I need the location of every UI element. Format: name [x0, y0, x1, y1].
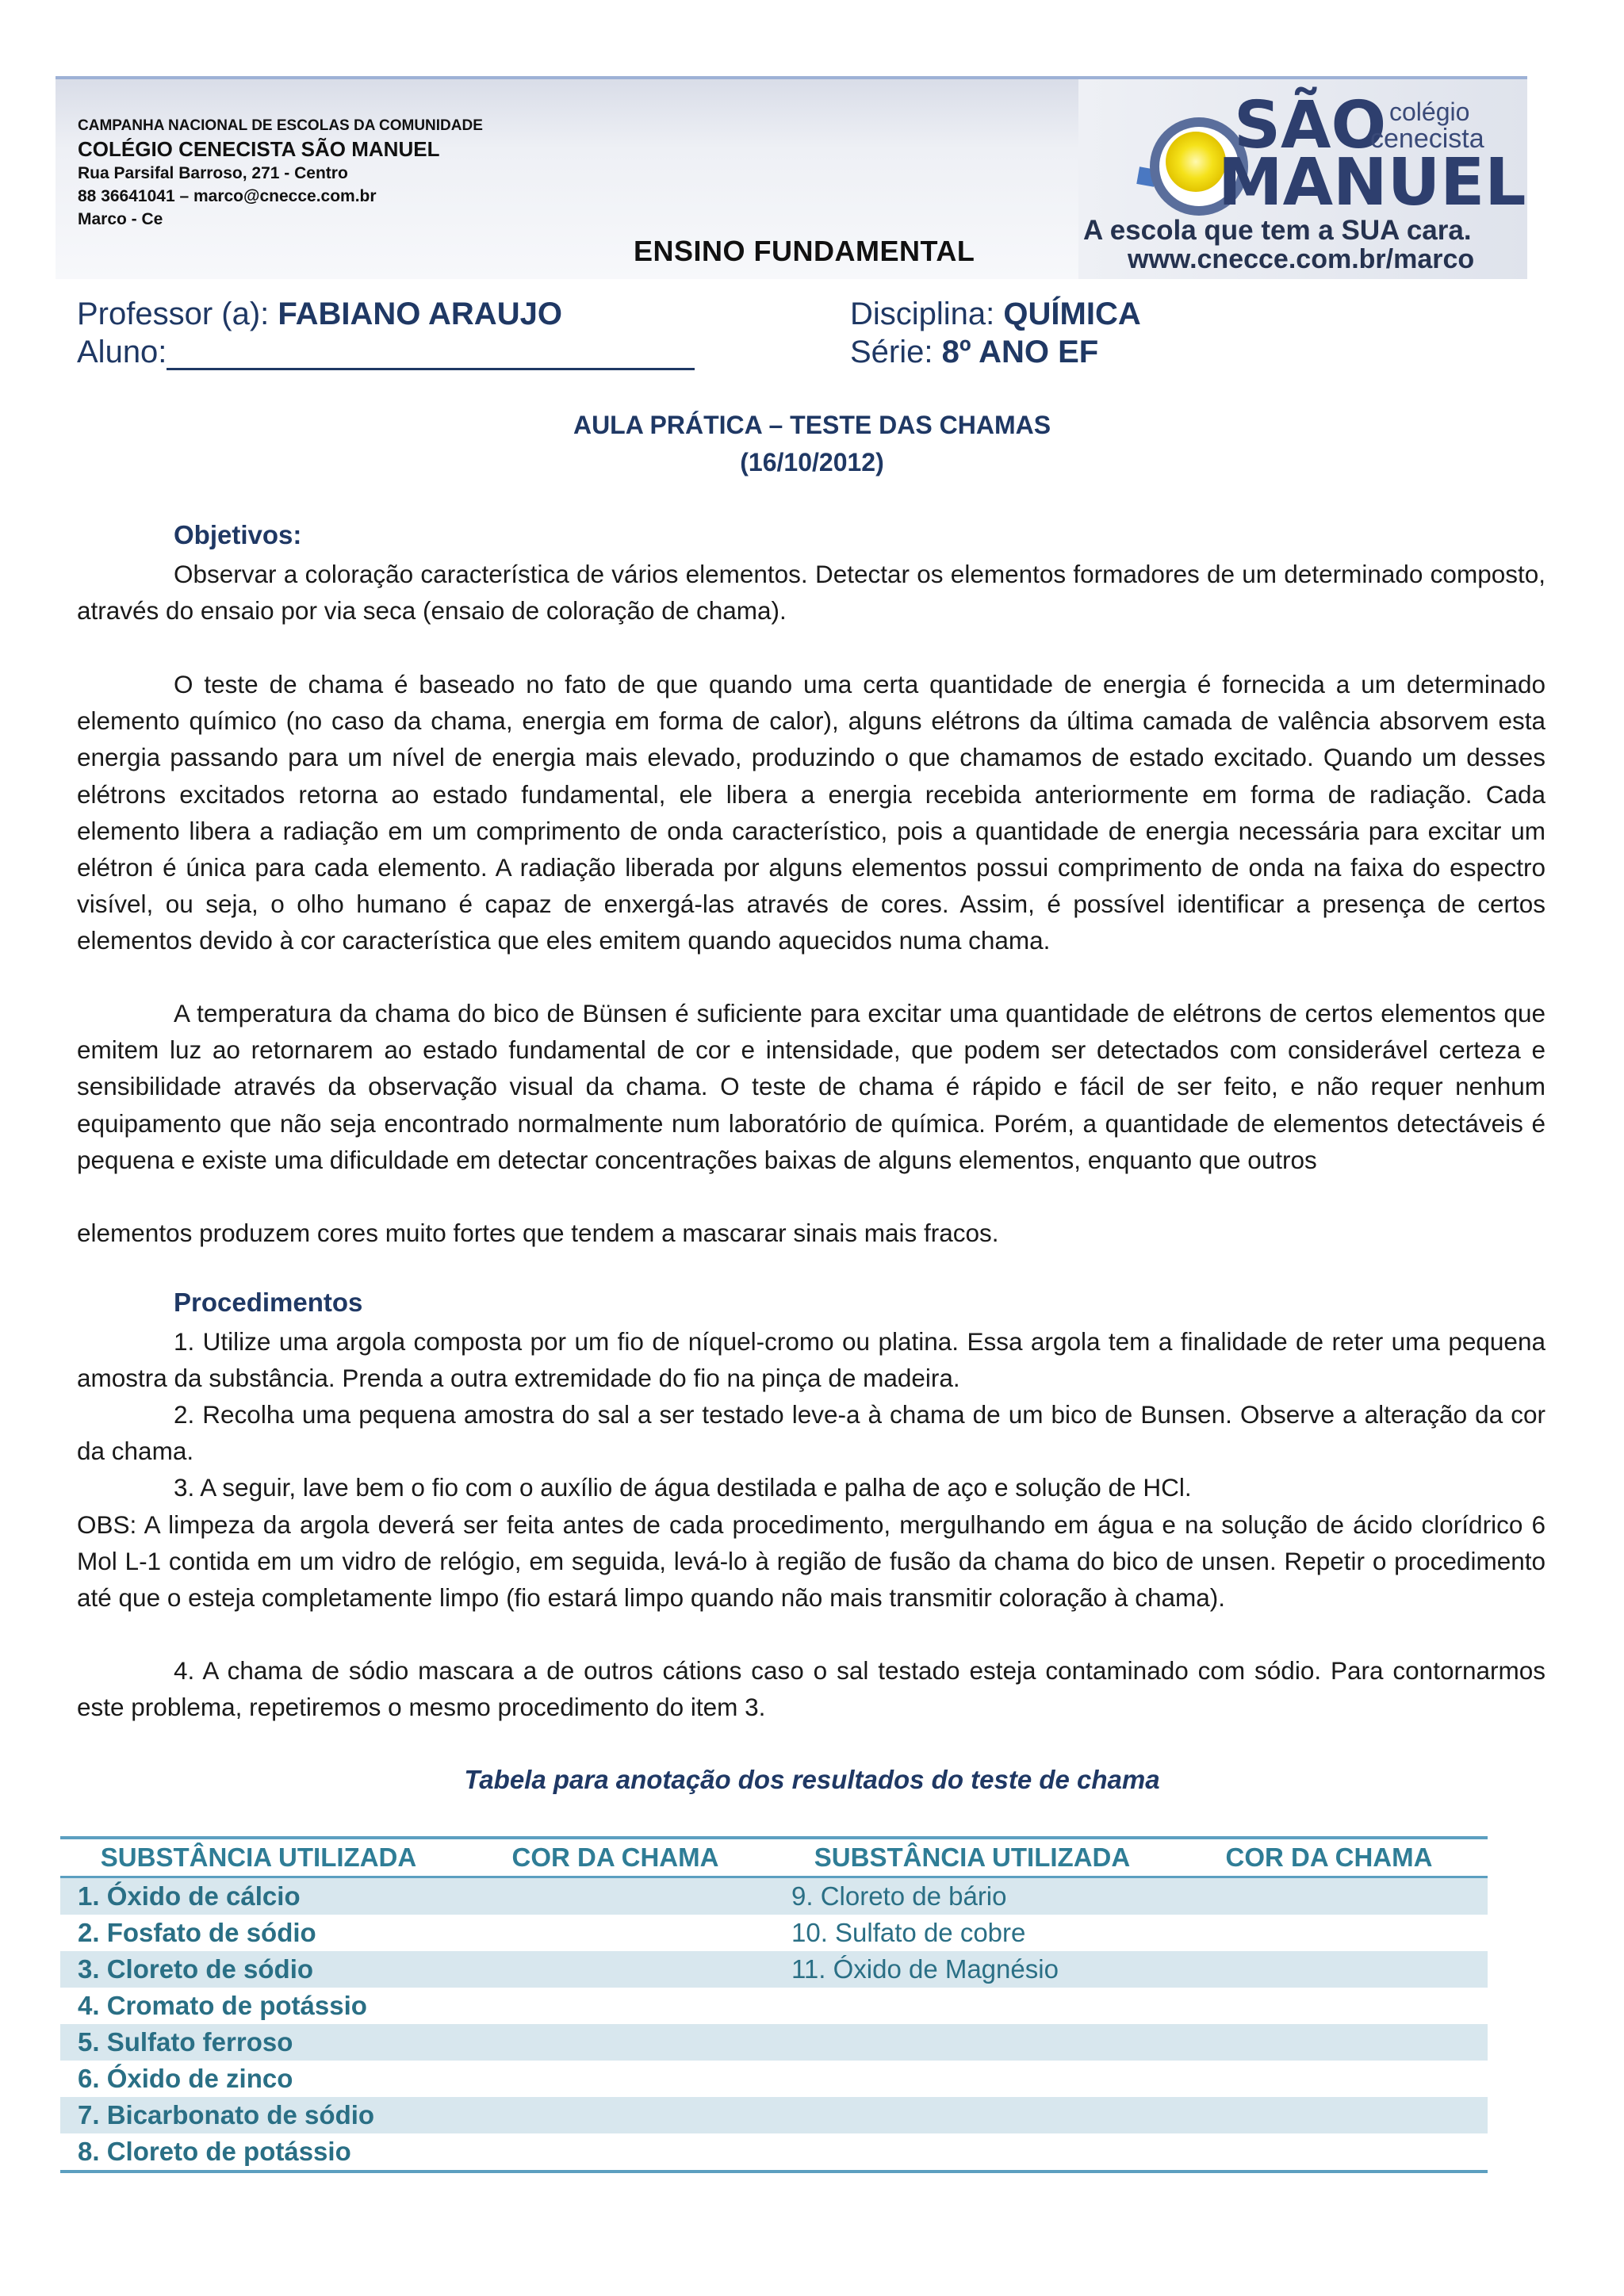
flame-color-cell[interactable]	[1170, 2061, 1488, 2097]
flame-color-cell[interactable]	[457, 1915, 774, 1951]
substance-cell: 2. Fosfato de sódio	[60, 1915, 457, 1951]
flame-color-cell[interactable]	[1170, 1988, 1488, 2024]
logo-small-cenecista: cenecista	[1370, 124, 1484, 154]
logo-slogan: A escola que tem a SUA cara.	[1083, 215, 1472, 246]
table-row	[60, 1951, 1488, 1988]
procedure-step-3: 3. A seguir, lave bem o fio com o auxílio de água destilada e palha de aço e solução de HCl.	[174, 1473, 1192, 1502]
table-row	[60, 2097, 1488, 2133]
results-table	[60, 1836, 1488, 2173]
flame-color-cell[interactable]	[457, 1877, 774, 1915]
procedure-step-4: 4. A chama de sódio mascara a de outros cátions caso o sal testado esteja contaminado com sódio. Para contornarmos este problema, repetiremos o mesmo procedimento do item 3.	[77, 1656, 1545, 1722]
theory-paragraph-1: O teste de chama é baseado no fato de que quando uma certa quantidade de energia é fornecida a um determinado elemento químico (no caso da chama, energia em forma de calor), alguns elétrons da última camada de valência absorvem esta energia passando para um nível de energia mais elevado, produzindo o que chamamos de estado excitado. Quando um desses elétrons excitados retorna ao estado fundamental, ele libera a energia recebida anteriormente em forma de radiação. Cada elemento libera a radiação em um comprimento de onda característico, pois a quantidade de energia necessária para excitar um elétron é única para cada elemento. A radiação liberada por alguns elementos possui comprimento de onda na faixa do espectro visível, ou seja, o olho humano é capaz de enxergá-las através de cores. Assim, é possível identificar a presença de certos elementos devido à cor característica que eles emitem quando aquecidos numa chama.	[77, 670, 1545, 955]
flame-color-cell[interactable]	[1170, 1951, 1488, 1988]
header-substance-1: SUBSTÂNCIA UTILIZADA	[60, 1838, 457, 1877]
flame-color-cell[interactable]	[1170, 1877, 1488, 1915]
table-row	[60, 2061, 1488, 2097]
table-row	[60, 2024, 1488, 2061]
flame-color-cell[interactable]	[457, 1951, 774, 1988]
logo-small-colegio: colégio	[1389, 98, 1470, 126]
procedure-observation: OBS: A limpeza da argola deverá ser feita antes de cada procedimento, mergulhando em água e na solução de ácido clorídrico 6 Mol L-1 contida em um vidro de relógio, em seguida, levá-lo à região de fusão da chama do bico de unsen. Repetir o procedimento até que o esteja completamente limpo (fio estará limpo quando não mais transmitir coloração à chama).	[77, 1510, 1545, 1613]
student-name-blank[interactable]	[167, 341, 695, 370]
substance-cell	[774, 2097, 1170, 2133]
substance-cell	[774, 2133, 1170, 2172]
logo-sun-icon	[1166, 132, 1226, 192]
substance-cell	[774, 2061, 1170, 2097]
logo-word-manuel: MANUEL	[1218, 145, 1526, 220]
student-line	[77, 335, 695, 370]
flame-color-cell[interactable]	[457, 2097, 774, 2133]
discipline-value: QUÍMICA	[1003, 297, 1141, 331]
school-header	[56, 76, 1527, 279]
substance-cell: 10. Sulfato de cobre	[774, 1915, 1170, 1951]
substance-cell: 1. Óxido de cálcio	[60, 1877, 457, 1915]
education-level: ENSINO FUNDAMENTAL	[634, 235, 975, 267]
school-logo	[1078, 79, 1527, 279]
school-name: COLÉGIO CENECISTA SÃO MANUEL	[78, 137, 440, 161]
flame-color-cell[interactable]	[457, 2024, 774, 2061]
flame-color-cell[interactable]	[1170, 1915, 1488, 1951]
professor-name: FABIANO ARAUJO	[278, 297, 562, 331]
flame-color-cell[interactable]	[1170, 2133, 1488, 2172]
flame-color-cell[interactable]	[457, 2133, 774, 2172]
table-header-row	[60, 1838, 1488, 1877]
school-info	[78, 116, 483, 231]
table-row	[60, 1877, 1488, 1915]
table-row	[60, 1988, 1488, 2024]
table-row	[60, 2133, 1488, 2172]
substance-cell: 6. Óxido de zinco	[60, 2061, 457, 2097]
document-date: (16/10/2012)	[740, 448, 884, 476]
objectives-text: Observar a coloração característica de vários elementos. Detectar os elementos formadores de um determinado composto, através do ensaio por via seca (ensaio de coloração de chama).	[77, 560, 1545, 626]
school-address: Rua Parsifal Barroso, 271 - Centro	[78, 164, 348, 182]
procedures-heading: Procedimentos	[174, 1288, 363, 1317]
substance-cell: 5. Sulfato ferroso	[60, 2024, 457, 2061]
substance-cell	[774, 1988, 1170, 2024]
substance-cell: 9. Cloreto de bário	[774, 1877, 1170, 1915]
flame-color-cell[interactable]	[457, 1988, 774, 2024]
substance-cell: 11. Óxido de Magnésio	[774, 1951, 1170, 1988]
grade-label: Série:	[850, 335, 942, 369]
header-substance-2: SUBSTÂNCIA UTILIZADA	[774, 1838, 1170, 1877]
school-city: Marco - Ce	[78, 210, 163, 228]
flame-color-cell[interactable]	[457, 2061, 774, 2097]
theory-paragraph-2-end: elementos produzem cores muito fortes que tendem a mascarar sinais mais fracos.	[77, 1219, 999, 1247]
substance-cell: 7. Bicarbonato de sódio	[60, 2097, 457, 2133]
table-caption: Tabela para anotação dos resultados do teste de chama	[464, 1765, 1160, 1794]
professor-line	[77, 297, 562, 332]
substance-cell: 8. Cloreto de potássio	[60, 2133, 457, 2172]
discipline-line	[850, 297, 1141, 332]
discipline-label: Disciplina:	[850, 297, 1004, 331]
theory-paragraph-2: A temperatura da chama do bico de Bünsen é suficiente para excitar uma quantidade de elétrons de certos elementos que emitem luz ao retornarem ao estado fundamental de cor e intensidade, que podem ser detectados com considerável certeza e sensibilidade através da observação visual da chama. O teste de chama é rápido e fácil de ser feito, e não requer nenhum equipamento que não seja encontrado normalmente num laboratório de química. Porém, a quantidade de elementos detectáveis é pequena e existe uma dificuldade em detectar concentrações baixas de alguns elementos, enquanto que outros	[77, 999, 1545, 1174]
substance-cell	[774, 2024, 1170, 2061]
logo-word-sao: SÃO	[1234, 88, 1387, 163]
flame-color-cell[interactable]	[1170, 2097, 1488, 2133]
procedure-step-2: 2. Recolha uma pequena amostra do sal a ser testado leve-a à chama de um bico de Bunsen. Observe a alteração da cor da chama.	[77, 1400, 1545, 1466]
student-label: Aluno:	[77, 335, 167, 369]
professor-label: Professor (a):	[77, 297, 278, 331]
objectives-heading: Objetivos:	[174, 520, 302, 549]
header-flame-color-2: COR DA CHAMA	[1170, 1838, 1488, 1877]
grade-value: 8º ANO EF	[941, 335, 1099, 369]
school-contact: 88 36641041 – marco@cnecce.com.br	[78, 187, 377, 205]
substance-cell: 4. Cromato de potássio	[60, 1988, 457, 2024]
flame-color-cell[interactable]	[1170, 2024, 1488, 2061]
table-row	[60, 1915, 1488, 1951]
logo-url: www.cnecce.com.br/marco	[1128, 244, 1475, 274]
header-flame-color-1: COR DA CHAMA	[457, 1838, 774, 1877]
procedure-step-1: 1. Utilize uma argola composta por um fio de níquel-cromo ou platina. Essa argola tem a finalidade de reter uma pequena amostra da substância. Prenda a outra extremidade do fio na pinça de madeira.	[77, 1327, 1545, 1393]
campaign-name: CAMPANHA NACIONAL DE ESCOLAS DA COMUNIDADE	[78, 117, 483, 134]
grade-line	[850, 335, 1098, 370]
substance-cell: 3. Cloreto de sódio	[60, 1951, 457, 1988]
document-title: AULA PRÁTICA – TESTE DAS CHAMAS	[573, 411, 1051, 439]
